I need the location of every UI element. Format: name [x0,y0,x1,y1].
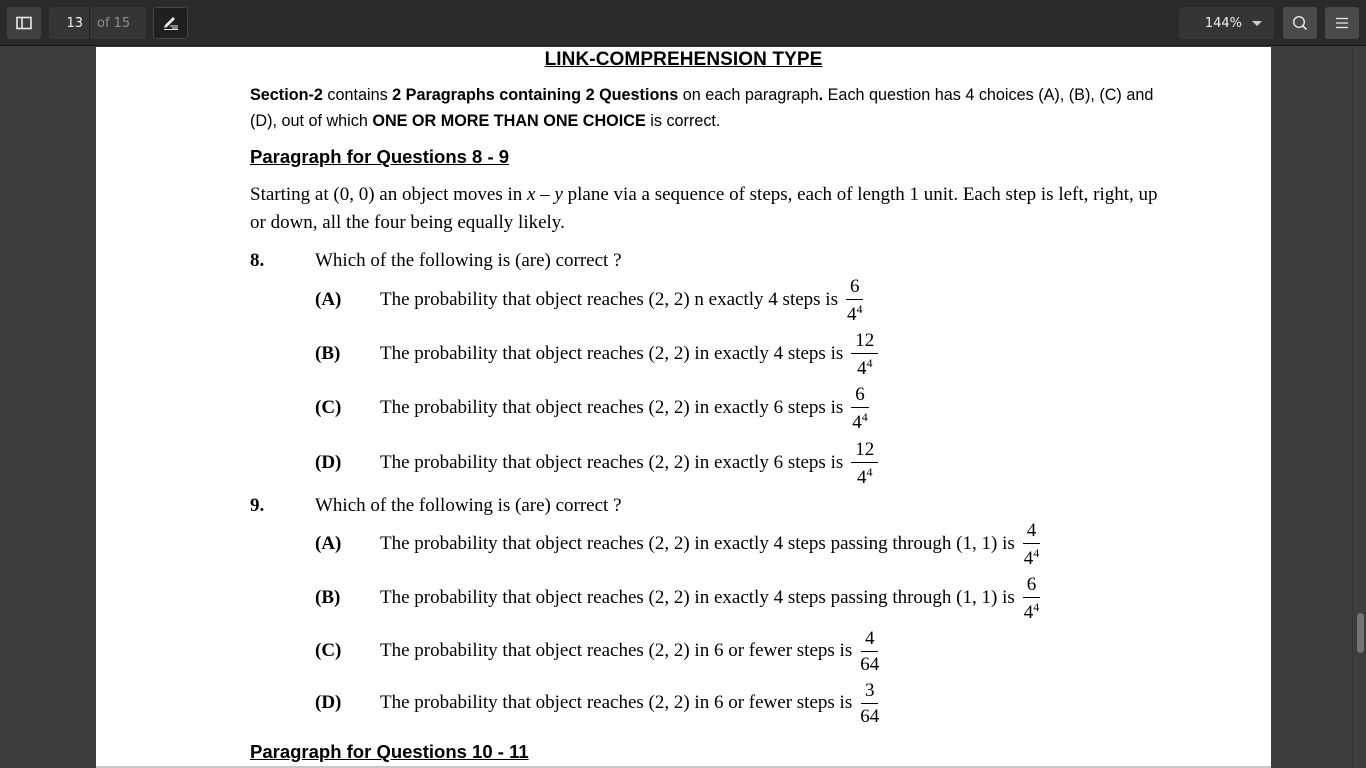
option-text: The probability that object reaches (2, 2) in exactly 4 steps passing through (1, 1) is [380,587,1015,608]
section-instructions [250,82,1170,134]
option-row [315,436,878,490]
draw-annotation-button[interactable] [153,7,188,39]
fraction-numerator: 4 [861,629,879,652]
intro-text: on each paragraph [678,86,819,104]
option-text: The probability that object reaches (2, 2) in exactly 4 steps passing through (1, 1) is [380,533,1015,554]
option-text: The probability that object reaches (2, 2) in 6 or fewer steps is [380,640,853,661]
option-label: (C) [315,640,342,661]
option-row [315,624,879,678]
fraction [1023,521,1041,568]
page-navigation [49,7,146,39]
fraction-exponent: 4 [866,355,873,370]
pen-draw-icon [162,15,180,31]
option-label: (A) [315,289,342,310]
fraction-exponent: 4 [856,301,863,316]
document-viewer[interactable] [0,47,1366,768]
fraction-base: 4 [857,466,867,488]
scrollbar-thumb[interactable] [1357,613,1364,653]
hamburger-menu-icon [1335,17,1349,29]
fraction-denominator [857,463,873,487]
page-number-input[interactable] [49,7,90,39]
sidebar-toggle-icon [16,16,32,30]
paragraph-text [250,181,1160,237]
option-label: (D) [315,452,342,473]
scrollbar-track[interactable] [1352,47,1353,768]
zoom-level: 144% [1204,15,1242,31]
option-label: (B) [315,587,341,608]
section-title: LINK-COMPREHENSION TYPE [544,49,823,70]
sidebar-toggle-button[interactable] [7,7,41,39]
option-row [315,517,1040,571]
pdf-page [96,47,1271,766]
fraction-base: 64 [860,653,880,675]
fraction [1023,575,1041,622]
intro-text: Each question has 4 choices (A), (B), (C) and (D), out of which [250,86,1154,130]
paragraph-heading: Paragraph for Questions 10 - 11 [250,741,529,762]
option-row [315,327,878,381]
option-text: The probability that object reaches (2, 2) in exactly 6 steps is [380,397,844,418]
option-row [315,381,869,435]
intro-bold: Section-2 [250,86,323,104]
intro-text: is correct. [645,112,721,130]
fraction-base: 4 [1023,601,1034,623]
fraction [860,681,879,726]
paragraph-text-part: Starting at (0, 0) an object moves in [250,184,528,205]
option-row [315,273,863,327]
fraction [851,385,869,432]
intro-text: contains [322,86,393,104]
fraction-denominator [1024,544,1040,568]
option-label: (B) [315,343,341,364]
page-count: of 15 [97,15,131,31]
paragraph-math: x – y [527,184,563,205]
paragraph-text-part: plane via a sequence of steps, each of length 1 unit. Each step is left, right, up or down, all the four being equally likely. [250,184,1158,233]
option-label: (A) [315,533,342,554]
option-text: The probability that object reaches (2, 2) in 6 or fewer steps is [380,692,853,713]
intro-bold: 2 Paragraphs containing 2 Questions [392,86,679,104]
option-row [315,571,1040,625]
fraction-numerator: 12 [851,331,878,354]
chevron-down-icon [1252,21,1262,26]
fraction-exponent: 4 [861,409,868,424]
fraction-denominator [847,300,863,324]
fraction-exponent: 4 [866,464,873,479]
fraction-numerator: 6 [851,385,869,408]
fraction-base: 4 [846,303,857,325]
fraction-numerator: 3 [861,681,879,704]
fraction-base: 64 [860,705,880,727]
option-text: The probability that object reaches (2, 2) in exactly 6 steps is [380,452,844,473]
paragraph-heading: Paragraph for Questions 8 - 9 [250,146,510,167]
question-number: 8. [250,250,265,271]
fraction-denominator [852,408,868,432]
fraction-denominator [857,354,873,378]
fraction-exponent: 4 [1033,545,1040,560]
option-row [315,676,879,730]
option-text: The probability that object reaches (2, 2) in exactly 4 steps is [380,343,844,364]
fraction-base: 4 [852,411,862,433]
intro-bold: ONE OR MORE THAN ONE CHOICE [372,112,646,130]
fraction-numerator: 12 [851,440,878,463]
fraction-denominator [1024,598,1040,622]
fraction [860,629,879,674]
option-label: (C) [315,397,342,418]
fraction [851,331,878,378]
fraction [846,277,864,324]
fraction-base: 4 [1023,547,1034,569]
toolbar [0,0,1366,46]
zoom-select[interactable] [1179,7,1274,39]
intro-bold: . [818,86,824,104]
question-text: Which of the following is (are) correct ? [315,250,622,271]
fraction-numerator: 4 [1023,521,1041,544]
search-icon [1292,15,1308,31]
option-text: The probability that object reaches (2, 2) n exactly 4 steps is [380,289,838,310]
fraction [851,440,878,487]
fraction-exponent: 4 [1033,599,1040,614]
fraction-numerator: 6 [1023,575,1041,598]
question-text: Which of the following is (are) correct ? [315,495,622,516]
question-number: 9. [250,495,265,516]
menu-button[interactable] [1325,7,1359,39]
fraction-numerator: 6 [846,277,864,300]
fraction-denominator [860,704,879,726]
fraction-denominator [860,652,879,674]
option-label: (D) [315,692,342,713]
fraction-base: 4 [857,357,867,379]
search-button[interactable] [1283,7,1317,39]
